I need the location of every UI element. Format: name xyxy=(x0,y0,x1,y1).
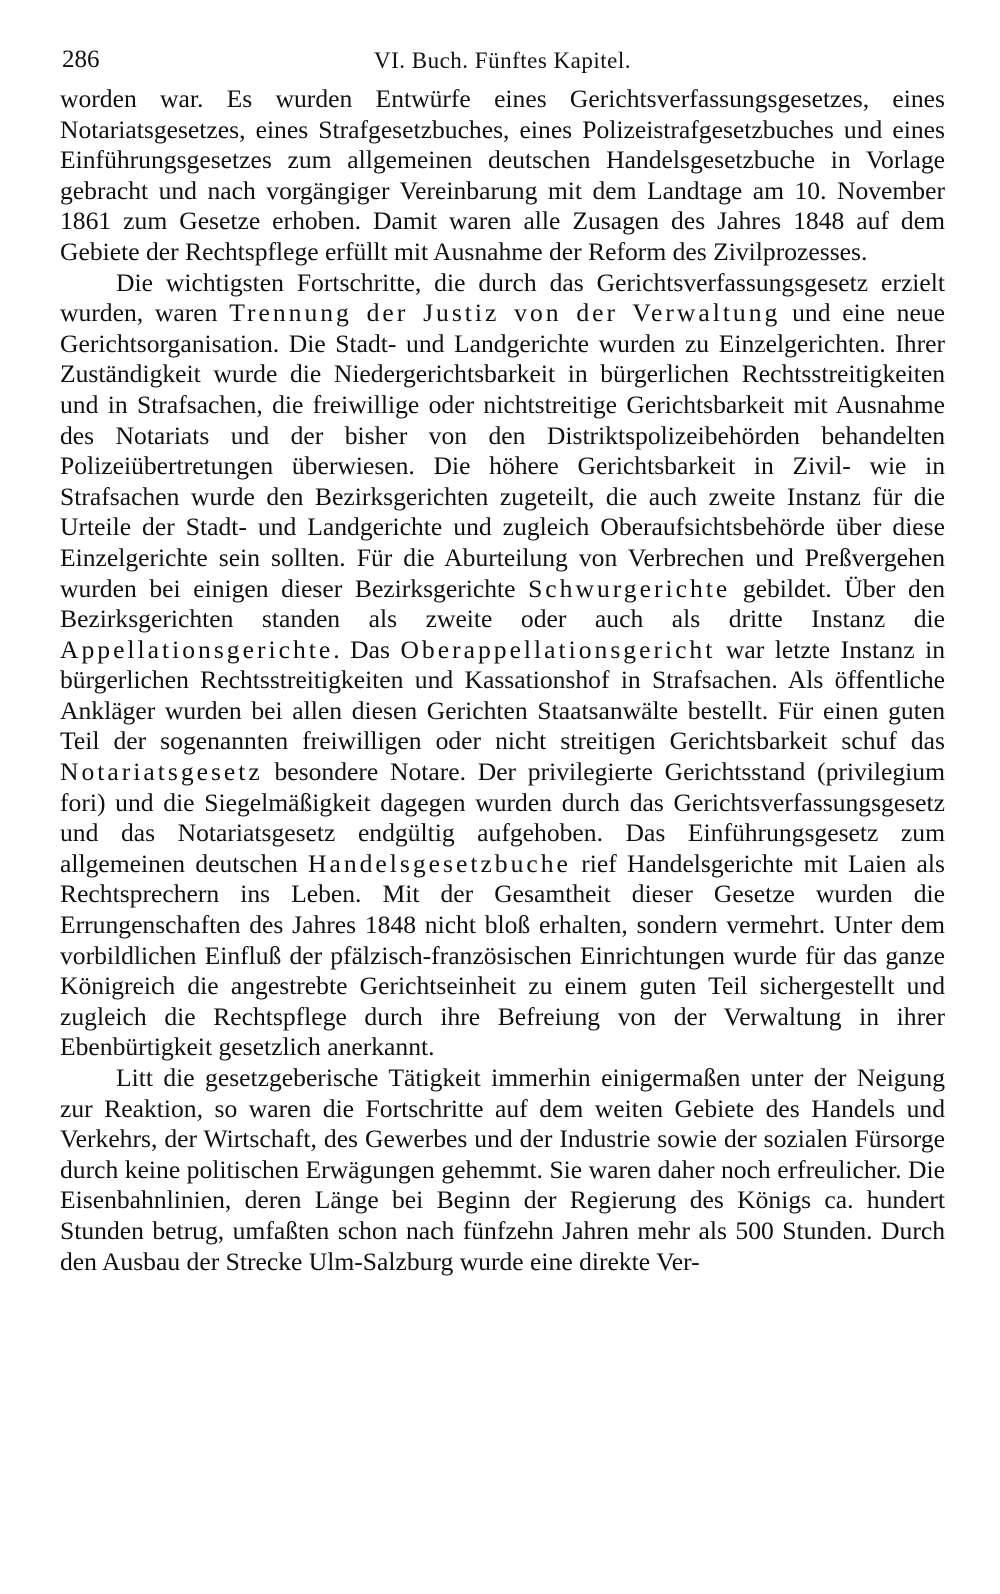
page-header xyxy=(60,40,945,84)
body-text xyxy=(60,84,945,1277)
text-run: worden war. Es wurden Entwürfe eines Gerichtsverfassungsgesetzes, eines Notariatsgesetzes, eines Strafgesetzbuches, eines Polizeistrafgesetzbuches und eines Einführungsgesetzes zum allgemeinen deutschen Handelsgesetzbuche in Vorlage gebracht und nach vorgängiger Vereinbarung mit dem Landtage am 10. November 1861 zum Gesetze erhoben. Damit waren alle Zusagen des Jahres 1848 auf dem Gebiete der Rechtspflege erfüllt mit Ausnahme der Reform des Zivilprozesses. xyxy=(60,84,945,266)
book-page xyxy=(60,40,945,1277)
spaced-emphasis: Appellationsgerichte xyxy=(60,634,334,664)
spaced-emphasis: Oberappellationsgericht xyxy=(400,634,716,664)
text-run: gebildet. Über den Bezirksgerichten standen als zweite oder auch als dritte Instanz die xyxy=(60,573,945,634)
spaced-emphasis: Schwurgerichte xyxy=(528,573,731,603)
spaced-emphasis: Notariatsgesetz xyxy=(60,757,263,787)
text-run: Litt die gesetzgeberische Tätigkeit immerhin einigermaßen unter der Neigung zur Reaktion, so waren die Fortschritte auf dem weiten Gebiete des Handels und Verkehrs, der Wirtschaft, des Gewerbes und der Industrie sowie der sozialen Fürsorge durch keine politischen Erwägungen gehemmt. Sie waren daher noch erfreulicher. Die Eisenbahnlinien, deren Länge bei Beginn der Regierung des Königs ca. hundert Stunden betrug, umfaßten schon nach fünfzehn Jahren mehr als 500 Stunden. Durch den Ausbau der Strecke Ulm-Salzburg wurde eine direkte Ver- xyxy=(60,1063,945,1276)
running-head: VI. Buch. Fünftes Kapitel. xyxy=(373,48,631,73)
text-run: und eine neue Gerichtsorganisation. Die Stadt- und Landgerichte wurden zu Einzelgerichten. Ihrer Zuständigkeit wurde die Niedergerichtsbarkeit in bürgerlichen Rechtsstreitigkeiten und in Strafsachen, die freiwillige oder nichtstreitige Gerichtsbarkeit mit Ausnahme des Notariats und der bisher von den Distriktspolizeibehörden behandelten Polizeiübertretungen überwiesen. Die höhere Gerichtsbarkeit in Zivil- wie in Strafsachen wurde den Bezirksgerichten zugeteilt, die auch zweite Instanz für die Urteile der Stadt- und Landgerichte und zugleich Oberaufsichtsbehörde über diese Einzelgerichte sein sollten. Für die Aburteilung von Verbrechen und Preßvergehen wurden bei einigen dieser Bezirksgerichte xyxy=(60,298,945,603)
page-number: 286 xyxy=(62,46,100,73)
paragraph xyxy=(60,268,945,1063)
spaced-emphasis: Trennung der Justiz von der Verwaltung xyxy=(229,298,781,328)
paragraph xyxy=(60,1063,945,1277)
text-run: war letzte Instanz in bürgerlichen Rechtsstreitigkeiten und Kassationshof in Strafsachen. Als öffentliche Ankläger wurden bei allen diesen Gerichten Staatsanwälte bestellt. Für einen guten Teil der sogenannten freiwilligen oder nicht streitigen Gerichtsbarkeit schuf das xyxy=(60,634,945,756)
spaced-emphasis: Handelsgesetzbuche xyxy=(307,848,571,878)
text-run: besondere Notare. Der privilegierte Gerichtsstand (privilegium fori) und die Siegelmäßigkeit dagegen wurden durch das Gerichtsverfassungsgesetz und das Notariatsgesetz endgültig aufgehoben. Das Einführungsgesetz zum allgemeinen deutschen xyxy=(60,757,945,878)
paragraph xyxy=(60,84,945,268)
text-run: rief Handelsgerichte mit Laien als Rechtsprechern ins Leben. Mit der Gesamtheit dieser Gesetze wurden die Errungenschaften des Jahres 1848 nicht bloß erhalten, sondern vermehrt. Unter dem vorbildlichen Einfluß der pfälzisch-französischen Einrichtungen wurde für das ganze Königreich die angestrebte Gerichtseinheit zu einem guten Teil sichergestellt und zugleich die Rechtspflege durch ihre Befreiung von der Verwaltung in ihrer Ebenbürtigkeit gesetzlich anerkannt. xyxy=(60,848,945,1062)
text-run: . Das xyxy=(333,634,401,664)
text-run: Die wichtigsten Fortschritte, die durch das Gerichtsverfassungsgesetz erzielt wurden, waren xyxy=(60,267,945,328)
